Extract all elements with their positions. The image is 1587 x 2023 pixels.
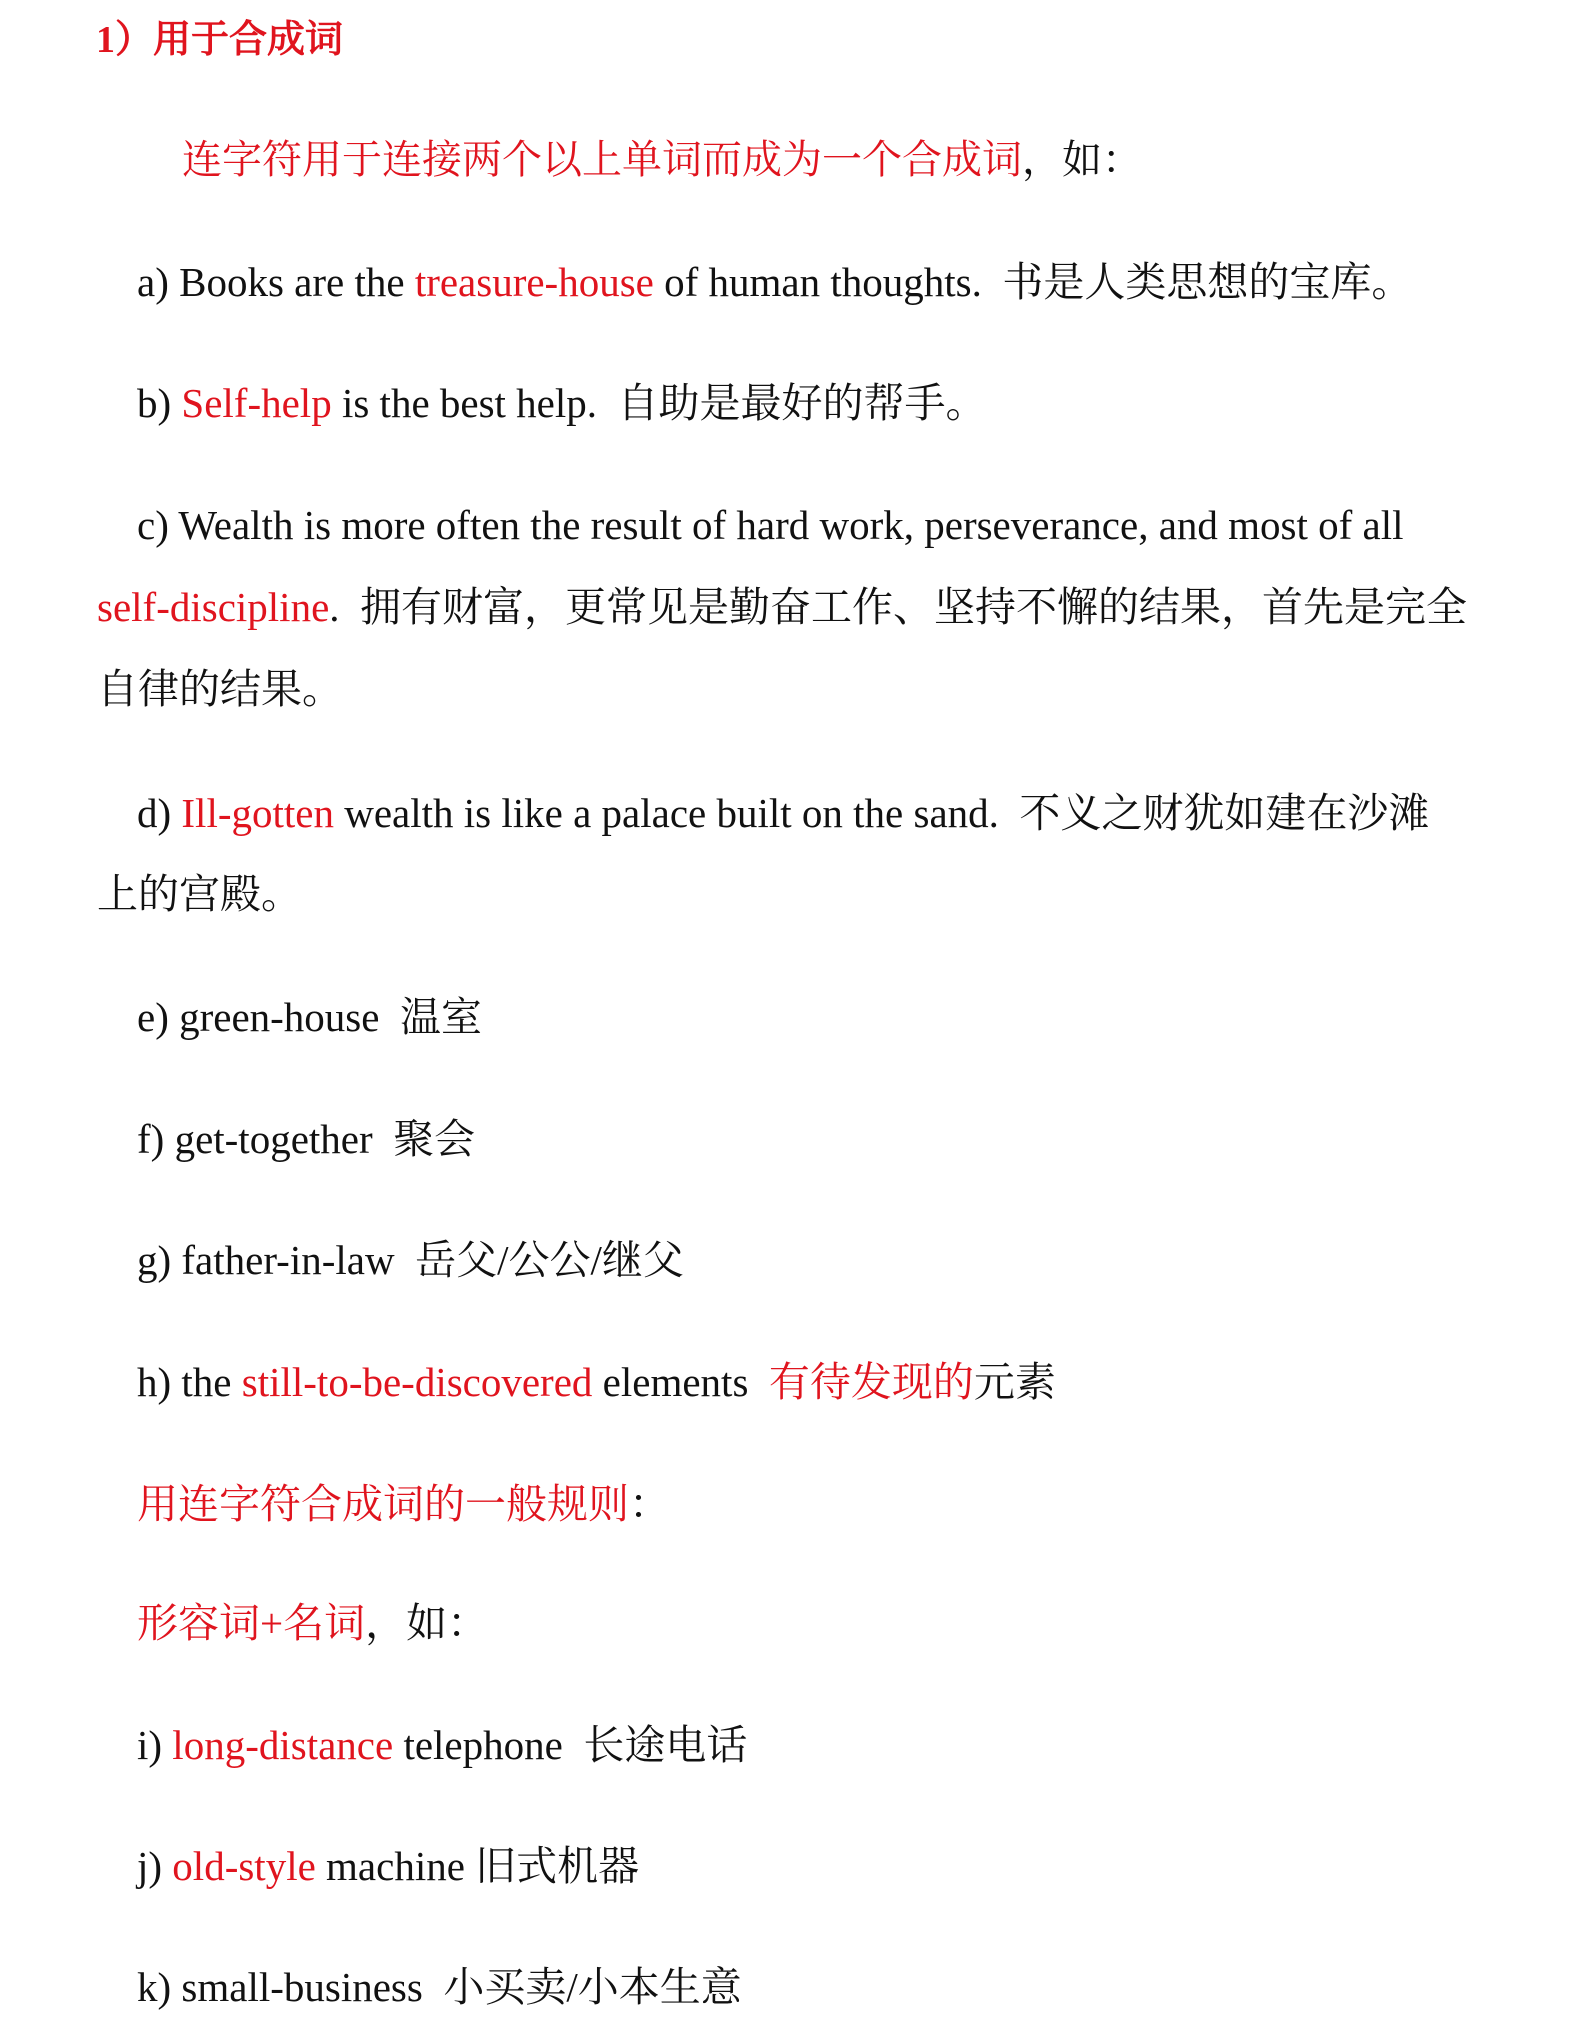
rules-subheading-suffix: ，如：	[365, 1600, 489, 1646]
example-text: elements	[602, 1359, 749, 1405]
compound-word: treasure-house	[414, 259, 654, 305]
section-title: 1）用于合成词	[96, 19, 344, 61]
chinese-translation: 旧式机器	[475, 1843, 640, 1889]
compound-word: still-to-be-discovered	[241, 1359, 593, 1405]
example-f	[137, 1109, 475, 1169]
example-label: k)	[137, 1964, 172, 2010]
chinese-translation: 小买卖/小本生意	[443, 1964, 742, 2010]
compound-word: self-discipline	[97, 584, 330, 630]
chinese-translation: 长途电话	[583, 1722, 748, 1768]
chinese-translation: 拥有财富，更常见是勤奋工作、坚持不懈的结果，首先是完全	[360, 584, 1468, 630]
chinese-translation: 上的宫殿。	[97, 871, 302, 917]
example-i	[137, 1715, 747, 1775]
intro-suffix: ，如：	[1022, 137, 1142, 182]
chinese-translation: 温室	[399, 994, 482, 1040]
example-label: b)	[137, 380, 172, 426]
example-label: g)	[137, 1237, 172, 1283]
example-j	[137, 1836, 639, 1896]
intro-highlight: 连字符用于连接两个以上单词而成为一个合成词	[182, 137, 1022, 182]
example-text: the	[181, 1359, 232, 1405]
example-text: machine	[326, 1843, 465, 1889]
chinese-translation: 岳父/公公/继父	[415, 1237, 684, 1283]
rules-subheading-text: 形容词+名词	[137, 1600, 366, 1646]
chinese-translation: 自律的结果。	[97, 666, 343, 712]
compound-word: old-style	[172, 1843, 316, 1889]
example-d-cont	[97, 864, 302, 924]
example-text: .	[329, 584, 340, 630]
compound-word: green-house	[179, 994, 380, 1040]
compound-word: father-in-law	[181, 1237, 395, 1283]
chinese-translation: 元素	[973, 1359, 1056, 1405]
chinese-translation: 书是人类思想的宝库。	[1002, 259, 1413, 305]
example-label: j)	[137, 1843, 163, 1889]
example-k	[137, 1957, 742, 2017]
example-label: h)	[137, 1359, 172, 1405]
example-label: c)	[137, 502, 169, 548]
intro-paragraph	[182, 130, 1142, 190]
compound-word: small-business	[181, 1964, 423, 2010]
chinese-translation: 聚会	[393, 1116, 476, 1162]
example-c-cont2	[97, 659, 343, 719]
example-text: telephone	[403, 1722, 563, 1768]
chinese-translation-highlight: 有待发现的	[768, 1359, 974, 1405]
rules-heading	[137, 1474, 670, 1534]
example-text: wealth is like a palace built on the sand.	[344, 790, 999, 836]
example-label: e)	[137, 994, 169, 1040]
rules-heading-text: 用连字符合成词的一般规则	[137, 1481, 629, 1527]
example-a	[137, 252, 1412, 312]
example-text: Wealth is more often the result of hard work, perseverance, and most of all	[178, 502, 1404, 548]
example-label: i)	[137, 1722, 163, 1768]
compound-word: Ill-gotten	[181, 790, 334, 836]
example-b	[137, 373, 987, 433]
rules-heading-colon: ：	[629, 1481, 670, 1527]
example-text: Books are the	[179, 259, 405, 305]
chinese-translation: 自助是最好的帮手。	[617, 380, 987, 426]
compound-word: Self-help	[181, 380, 332, 426]
chinese-translation: 不义之财犹如建在沙滩	[1019, 790, 1430, 836]
example-label: f)	[137, 1116, 165, 1162]
rules-subheading	[137, 1593, 488, 1653]
example-c-cont	[97, 577, 1467, 637]
example-label: d)	[137, 790, 172, 836]
example-d	[137, 783, 1429, 843]
compound-word: get-together	[174, 1116, 373, 1162]
example-label: a)	[137, 259, 169, 305]
example-text: is the best help.	[341, 380, 598, 426]
compound-word: long-distance	[172, 1722, 394, 1768]
example-c	[137, 495, 1404, 555]
example-text: of human thoughts.	[664, 259, 982, 305]
example-e	[137, 987, 482, 1047]
example-h	[137, 1352, 1056, 1412]
example-g	[137, 1230, 684, 1290]
